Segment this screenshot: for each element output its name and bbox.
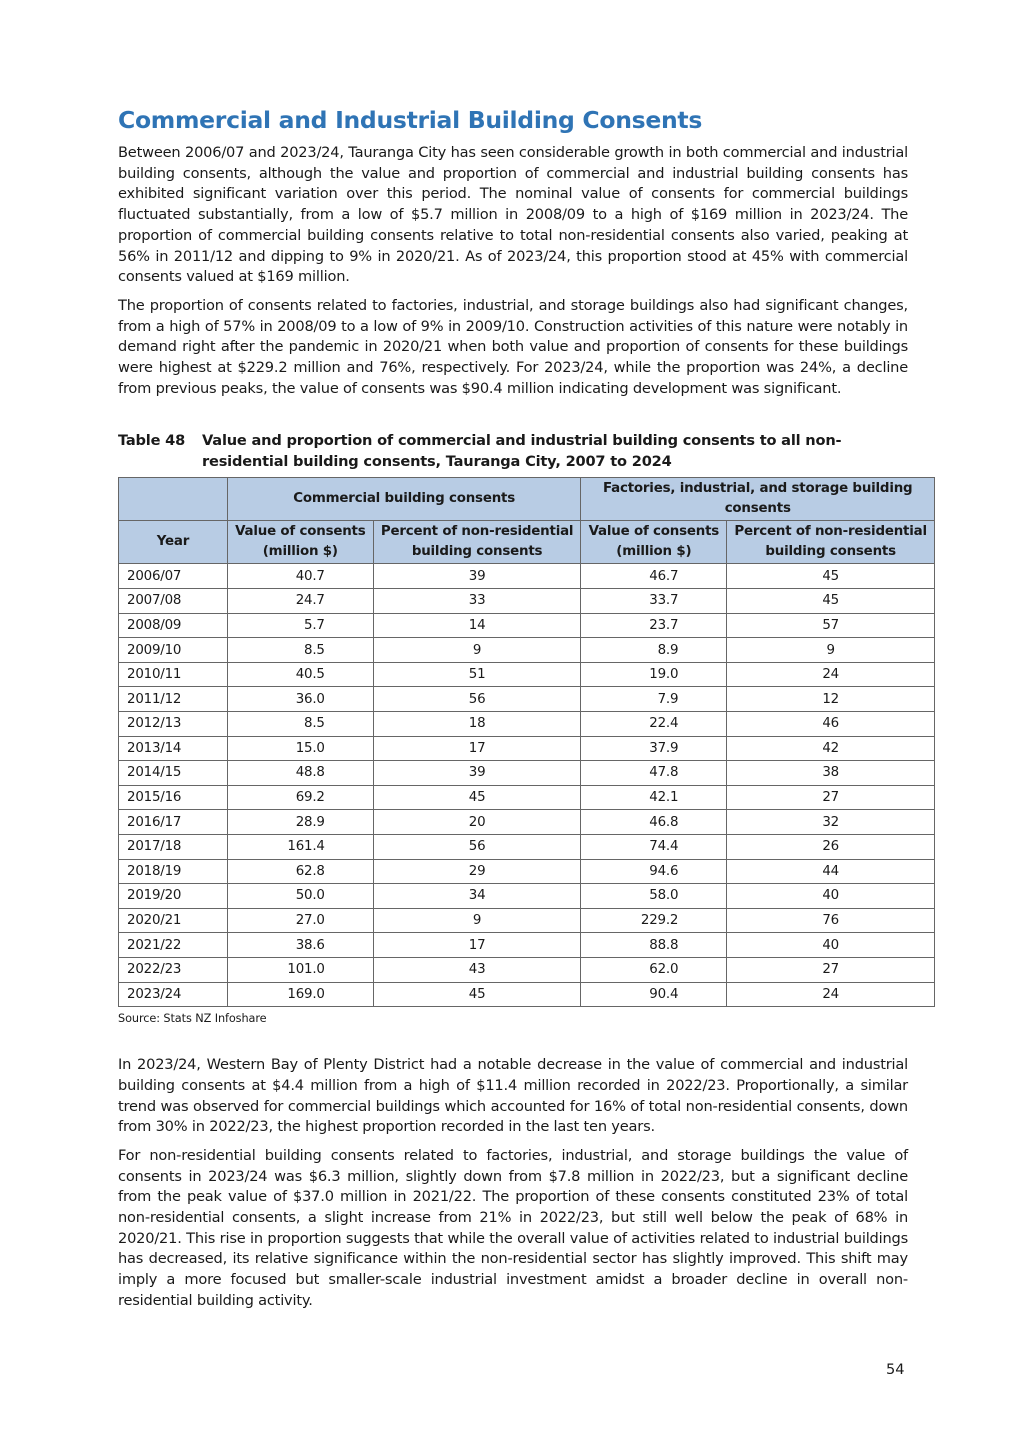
header-industrial-group: Factories, industrial, and storage building consents <box>581 478 935 521</box>
intro-paragraph-1: Between 2006/07 and 2023/24, Tauranga City has seen considerable growth in both commercial and industrial building consents, although the value and proportion of commercial and industrial building consents has exhibited significant variation over this period. The nominal value of consents for commercial buildings fluctuated substantially, from a low of $5.7 million in 2008/09 to a high of $169 million in 2023/24. The proportion of commercial building consents relative to total non-residential consents also varied, peaking at 56% in 2011/12 and dipping to 9% in 2020/21. As of 2023/24, this proportion stood at 45% with commercial consents valued at $169 million. <box>118 144 908 286</box>
cell-commercial-percent: 33 <box>373 589 581 614</box>
cell-commercial-value: 27.0 <box>227 908 373 933</box>
cell-industrial-value: 37.9 <box>581 736 727 761</box>
table-row <box>119 933 935 958</box>
body-paragraph-1: In 2023/24, Western Bay of Plenty District had a notable decrease in the value of commercial and industrial building consents at $4.4 million from a high of $11.4 million recorded in 2022/23. Proportionally, a similar trend was observed for commercial buildings which accounted for 16% of total non-residential consents, down from 30% in 2022/23, the highest proportion recorded in the last ten years. <box>118 1056 908 1136</box>
cell-year: 2015/16 <box>119 785 228 810</box>
cell-year: 2021/22 <box>119 933 228 958</box>
cell-industrial-value: 46.7 <box>581 564 727 589</box>
cell-industrial-percent: 46 <box>727 712 935 737</box>
cell-industrial-percent: 27 <box>727 785 935 810</box>
consents-table <box>118 477 935 1007</box>
cell-commercial-percent: 18 <box>373 712 581 737</box>
table-row <box>119 564 935 589</box>
cell-year: 2017/18 <box>119 834 228 859</box>
cell-year: 2011/12 <box>119 687 228 712</box>
cell-commercial-value: 40.5 <box>227 662 373 687</box>
cell-industrial-value: 7.9 <box>581 687 727 712</box>
cell-commercial-percent: 29 <box>373 859 581 884</box>
cell-industrial-percent: 26 <box>727 834 935 859</box>
cell-year: 2012/13 <box>119 712 228 737</box>
cell-industrial-value: 58.0 <box>581 884 727 909</box>
header-industrial-value: Value of consents (million $) <box>581 521 727 564</box>
table-row <box>119 982 935 1007</box>
table-row <box>119 761 935 786</box>
cell-year: 2022/23 <box>119 957 228 982</box>
cell-year: 2023/24 <box>119 982 228 1007</box>
table-row <box>119 712 935 737</box>
cell-year: 2018/19 <box>119 859 228 884</box>
table-row <box>119 884 935 909</box>
table-source: Source: Stats NZ Infoshare <box>118 1012 267 1026</box>
cell-industrial-value: 88.8 <box>581 933 727 958</box>
section-heading: Commercial and Industrial Building Consents <box>118 106 703 134</box>
cell-industrial-value: 62.0 <box>581 957 727 982</box>
table-row <box>119 589 935 614</box>
cell-commercial-percent: 20 <box>373 810 581 835</box>
cell-industrial-percent: 45 <box>727 564 935 589</box>
cell-industrial-percent: 27 <box>727 957 935 982</box>
cell-year: 2010/11 <box>119 662 228 687</box>
cell-year: 2014/15 <box>119 761 228 786</box>
cell-commercial-percent: 56 <box>373 687 581 712</box>
table-body <box>119 564 935 1007</box>
cell-commercial-percent: 17 <box>373 933 581 958</box>
cell-industrial-value: 229.2 <box>581 908 727 933</box>
cell-industrial-percent: 44 <box>727 859 935 884</box>
cell-industrial-value: 42.1 <box>581 785 727 810</box>
cell-industrial-percent: 24 <box>727 662 935 687</box>
cell-commercial-percent: 39 <box>373 761 581 786</box>
table-caption <box>118 431 908 472</box>
cell-commercial-percent: 43 <box>373 957 581 982</box>
cell-commercial-percent: 17 <box>373 736 581 761</box>
cell-industrial-value: 46.8 <box>581 810 727 835</box>
cell-year: 2007/08 <box>119 589 228 614</box>
cell-commercial-value: 15.0 <box>227 736 373 761</box>
table-row <box>119 957 935 982</box>
cell-industrial-percent: 57 <box>727 613 935 638</box>
cell-commercial-percent: 9 <box>373 638 581 663</box>
header-year: Year <box>119 521 228 564</box>
cell-commercial-value: 62.8 <box>227 859 373 884</box>
cell-commercial-percent: 56 <box>373 834 581 859</box>
cell-commercial-value: 48.8 <box>227 761 373 786</box>
table-row <box>119 785 935 810</box>
cell-industrial-percent: 45 <box>727 589 935 614</box>
cell-commercial-value: 8.5 <box>227 712 373 737</box>
body-paragraph-2: For non-residential building consents related to factories, industrial, and storage buildings the value of consents in 2023/24 was $6.3 million, slightly down from $7.8 million in 2022/23, but a significant decline from the peak value of $37.0 million in 2021/22. The proportion of these consents constituted 23% of total non-residential consents, a slight increase from 21% in 2022/23, but still well below the peak of 68% in 2020/21. This rise in proportion suggests that while the overall value of activities related to industrial buildings has decreased, its relative significance within the non-residential sector has slightly improved. This shift may imply a more focused but smaller-scale industrial investment amidst a broader decline in overall non-residential building activity. <box>118 1146 908 1309</box>
cell-commercial-percent: 39 <box>373 564 581 589</box>
page-number: 54 <box>886 1361 905 1378</box>
table-row <box>119 908 935 933</box>
cell-year: 2019/20 <box>119 884 228 909</box>
table-row <box>119 662 935 687</box>
cell-industrial-value: 19.0 <box>581 662 727 687</box>
cell-commercial-value: 40.7 <box>227 564 373 589</box>
cell-industrial-value: 8.9 <box>581 638 727 663</box>
cell-commercial-value: 101.0 <box>227 957 373 982</box>
table-number: Table 48 <box>118 432 186 450</box>
cell-commercial-value: 50.0 <box>227 884 373 909</box>
header-commercial-group: Commercial building consents <box>227 478 581 521</box>
cell-industrial-percent: 32 <box>727 810 935 835</box>
cell-commercial-percent: 45 <box>373 982 581 1007</box>
cell-commercial-value: 36.0 <box>227 687 373 712</box>
cell-industrial-percent: 38 <box>727 761 935 786</box>
cell-industrial-percent: 9 <box>727 638 935 663</box>
table-row <box>119 859 935 884</box>
cell-year: 2016/17 <box>119 810 228 835</box>
cell-industrial-percent: 76 <box>727 908 935 933</box>
cell-commercial-value: 8.5 <box>227 638 373 663</box>
table-title: Value and proportion of commercial and industrial building consents to all non-residential building consents, Tauranga City, 2007 to 2024 <box>202 432 842 470</box>
cell-commercial-percent: 51 <box>373 662 581 687</box>
page-content <box>118 106 927 1320</box>
header-industrial-percent: Percent of non-residential building consents <box>727 521 935 564</box>
cell-industrial-percent: 12 <box>727 687 935 712</box>
cell-industrial-value: 22.4 <box>581 712 727 737</box>
cell-industrial-value: 33.7 <box>581 589 727 614</box>
cell-industrial-value: 94.6 <box>581 859 727 884</box>
cell-year: 2006/07 <box>119 564 228 589</box>
cell-commercial-percent: 9 <box>373 908 581 933</box>
cell-industrial-value: 47.8 <box>581 761 727 786</box>
cell-industrial-percent: 40 <box>727 933 935 958</box>
cell-industrial-percent: 24 <box>727 982 935 1007</box>
cell-commercial-percent: 34 <box>373 884 581 909</box>
cell-industrial-value: 90.4 <box>581 982 727 1007</box>
cell-commercial-value: 161.4 <box>227 834 373 859</box>
cell-commercial-value: 38.6 <box>227 933 373 958</box>
table-row <box>119 613 935 638</box>
cell-industrial-percent: 42 <box>727 736 935 761</box>
cell-commercial-percent: 14 <box>373 613 581 638</box>
cell-commercial-value: 24.7 <box>227 589 373 614</box>
cell-year: 2020/21 <box>119 908 228 933</box>
cell-industrial-value: 74.4 <box>581 834 727 859</box>
cell-commercial-value: 69.2 <box>227 785 373 810</box>
cell-year: 2008/09 <box>119 613 228 638</box>
cell-industrial-value: 23.7 <box>581 613 727 638</box>
table-row <box>119 810 935 835</box>
cell-commercial-value: 5.7 <box>227 613 373 638</box>
cell-commercial-value: 169.0 <box>227 982 373 1007</box>
header-empty-cell <box>119 478 228 521</box>
cell-commercial-value: 28.9 <box>227 810 373 835</box>
intro-paragraph-2: The proportion of consents related to factories, industrial, and storage buildings also had significant changes, from a high of 57% in 2008/09 to a low of 9% in 2009/10. Construction activities of this nature were notably in demand right after the pandemic in 2020/21 when both value and proportion of consents for these buildings were highest at $229.2 million and 76%, respectively. For 2023/24, while the proportion was 24%, a decline from previous peaks, the value of consents was $90.4 million indicating development was significant. <box>118 296 908 397</box>
cell-commercial-percent: 45 <box>373 785 581 810</box>
header-commercial-value: Value of consents (million $) <box>227 521 373 564</box>
header-commercial-percent: Percent of non-residential building consents <box>373 521 581 564</box>
cell-year: 2013/14 <box>119 736 228 761</box>
table-row <box>119 736 935 761</box>
cell-industrial-percent: 40 <box>727 884 935 909</box>
table-row <box>119 687 935 712</box>
table-row <box>119 834 935 859</box>
cell-year: 2009/10 <box>119 638 228 663</box>
table-row <box>119 638 935 663</box>
